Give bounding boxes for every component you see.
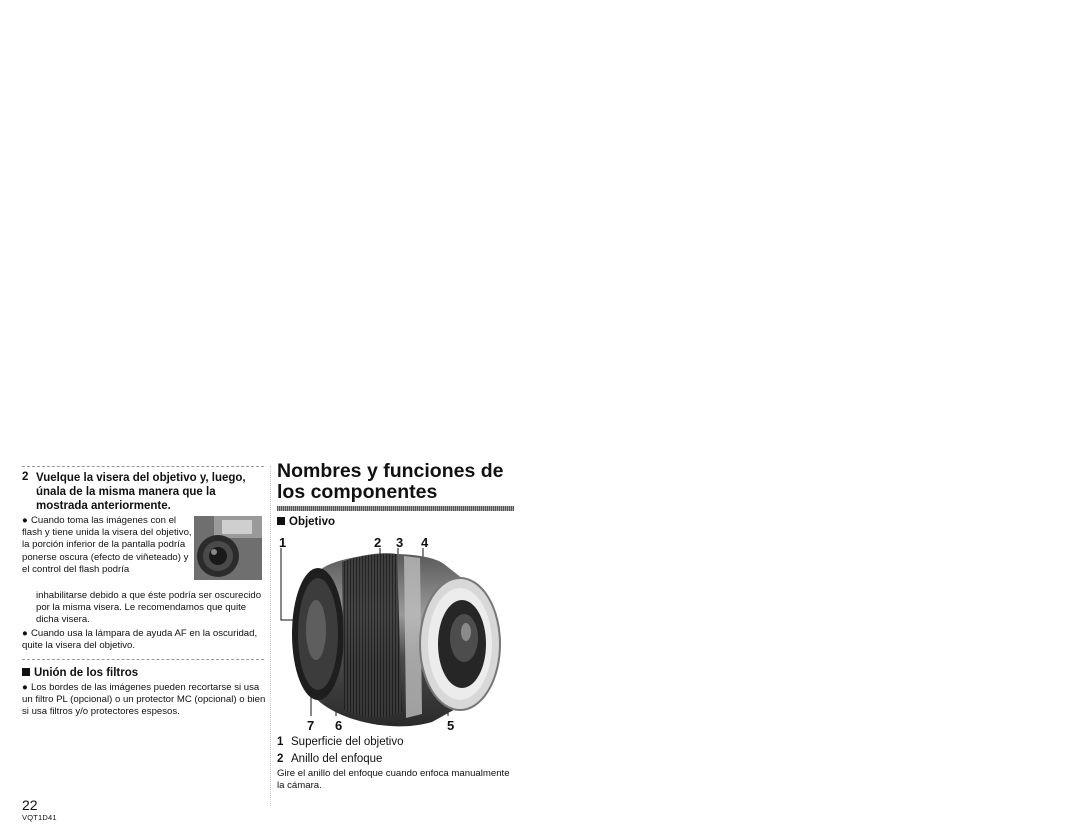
bullet-visor-flash-text: Cuando toma las imágenes con el flash y tiene unida la visera del objetivo, la porción inferior de la pantalla podría ponerse oscura (efecto de viñeteado) y el control del flash podría xyxy=(22,515,192,575)
objective-subheading xyxy=(277,516,335,528)
top-divider xyxy=(22,466,264,467)
bullet-filters xyxy=(22,682,266,719)
page-title xyxy=(277,461,527,503)
square-bullet-icon xyxy=(22,668,30,676)
component-item-2 xyxy=(277,753,382,765)
bullet-af-lamp xyxy=(22,628,266,652)
callout-6: 6 xyxy=(335,718,343,733)
component-item-1-label: Superficie del objetivo xyxy=(291,736,404,748)
component-item-1-number: 1 xyxy=(277,736,284,748)
callout-7: 7 xyxy=(307,718,315,733)
page-title-line-2: los componentes xyxy=(277,481,438,503)
page-number: 22 xyxy=(22,797,38,813)
bullet-icon: ● xyxy=(22,628,28,639)
bullet-visor-flash xyxy=(22,515,194,576)
callout-4: 4 xyxy=(421,535,429,550)
bullet-visor-flash-continued: inhabilitarse debido a que éste podría ser oscurecido por la misma visera. Le recomendamos que quite dicha visera. xyxy=(36,590,262,626)
component-item-2-number: 2 xyxy=(277,753,284,765)
step-instruction: Vuelque la visera del objetivo y, luego, únala de la misma manera que la mostrada anteriormente. xyxy=(36,472,246,512)
step-number: 2 xyxy=(22,471,29,483)
component-item-1 xyxy=(277,736,404,748)
page-title-line-1: Nombres y funciones de xyxy=(277,460,504,482)
column-separator xyxy=(270,466,271,806)
title-underline-bar xyxy=(277,506,514,511)
callout-1: 1 xyxy=(279,535,287,550)
objective-subheading-text: Objetivo xyxy=(289,516,336,528)
lens-visor-photo xyxy=(194,516,262,580)
document-code: VQT1D41 xyxy=(22,813,57,822)
bullet-filters-text: Los bordes de las imágenes pueden recortarse si usa un filtro PL (opcional) o un protector MC (opcional) o bien si usa filtros y/o protectores espesos. xyxy=(22,682,266,718)
lens-diagram xyxy=(272,534,518,734)
callout-2: 2 xyxy=(374,535,382,550)
lens-visor-image xyxy=(194,516,262,580)
bullet-icon: ● xyxy=(22,682,28,693)
bullet-af-lamp-text: Cuando usa la lámpara de ayuda AF en la oscuridad, quite la visera del objetivo. xyxy=(22,628,258,652)
filters-heading xyxy=(22,667,138,679)
filters-heading-text: Unión de los filtros xyxy=(34,667,139,679)
section-divider xyxy=(22,659,264,660)
square-bullet-icon xyxy=(277,517,285,525)
callout-3: 3 xyxy=(396,535,404,550)
callout-5: 5 xyxy=(447,718,455,733)
component-item-2-label: Anillo del enfoque xyxy=(291,753,383,765)
bullet-icon: ● xyxy=(22,515,28,526)
focus-ring-description: Gire el anillo del enfoque cuando enfoca manualmente la cámara. xyxy=(277,768,510,792)
